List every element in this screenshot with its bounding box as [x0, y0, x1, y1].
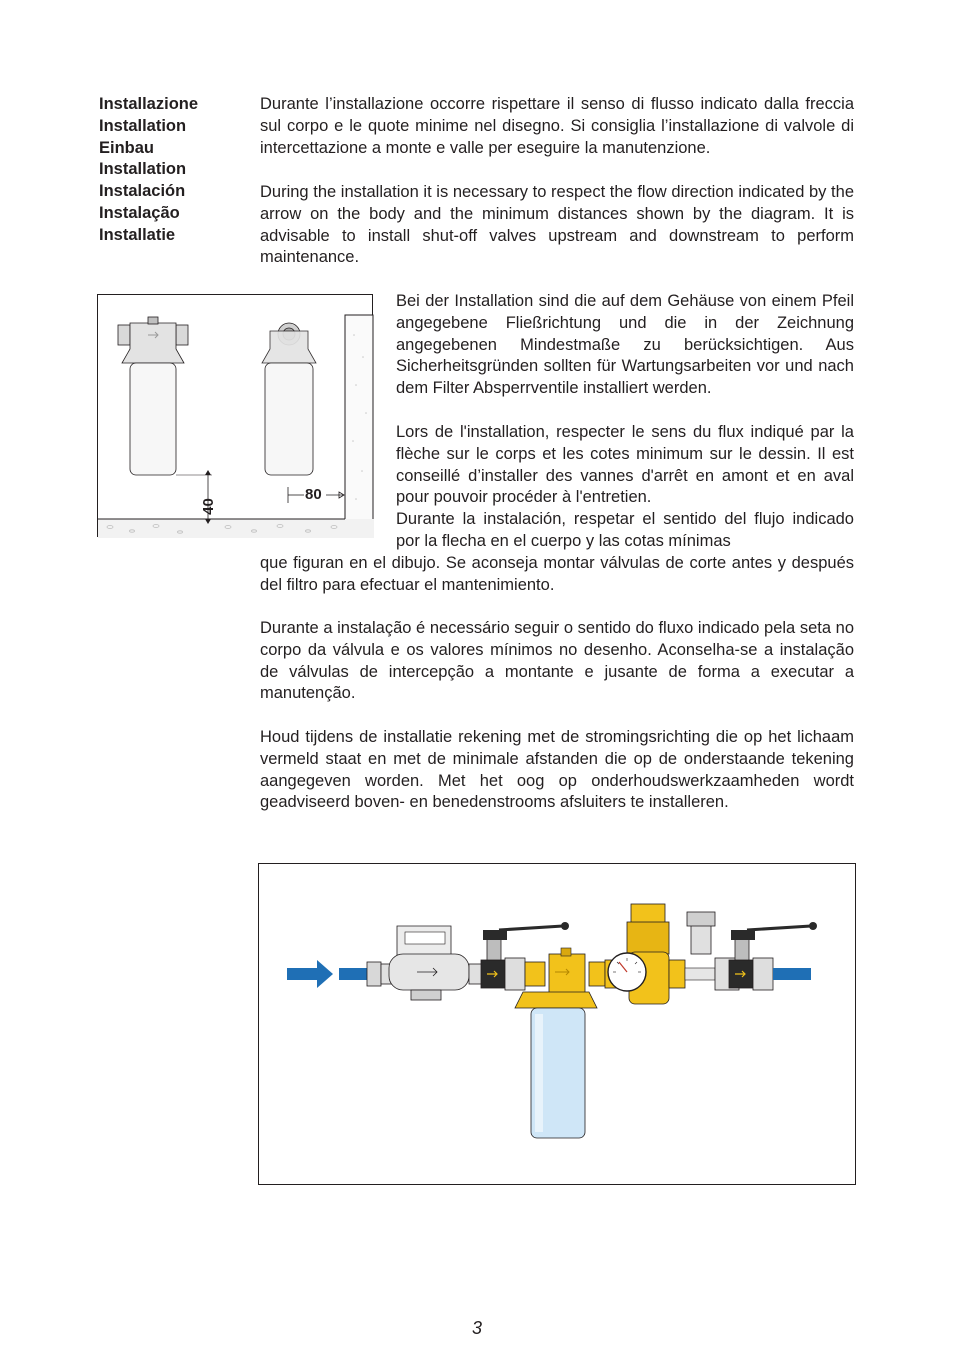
figure-minimum-distances-drawing [98, 295, 374, 538]
heading-es: Instalación [99, 182, 186, 201]
paragraph-french: Lors de l'installation, respecter le sens du flux indiqué par la flèche sur le corps et les cotes minimum sur le dessin. Il est conseillé d’installer des vannes d'arrêt en amont et en aval pour pouvoir procéder à l'entretien. [396, 423, 854, 507]
paragraph-german: Bei der Installation sind die auf dem Gehäuse von einem Pfeil angegebene Fließrichtung und die in der Zeichnung angegebenen Mindestmaße zu berücksichtigen. Aus Sicherheitsgründen sollten für Wartungsarbeiten vor und nach dem Filter Absperrventile installiert werden. [396, 292, 854, 398]
figure-installation-assembly-drawing [259, 864, 857, 1186]
paragraph-spanish-part1: Durante la instalación, respetar el sentido del flujo indicado por la flecha en el cuerpo y las cotas mínimas [396, 510, 854, 550]
pressure-reducing-valve [605, 904, 685, 1004]
figure-minimum-distances [97, 294, 373, 537]
paragraph-dutch: Houd tijdens de installatie rekening met de stromingsrichting die op het lichaam vermeld staat en met de minimale afstanden die op de onderstaande tekening aangegeven worden. Met het oog op onderhoudswerkzaamheden wordt geadviseerd boven- en benedenstrooms afsluiters te installeren. [260, 728, 854, 812]
heading-pt: Instalação [99, 203, 180, 222]
paragraph-english: During the installation it is necessary to respect the flow direction indicated by the arrow on the body and the minimum distances shown by the diagram. It is advisable to install shut-off valves upstream and downstream to perform maintenance. [260, 183, 854, 267]
heading-it: Installazione [99, 95, 199, 113]
section-headings [99, 94, 249, 247]
paragraph-spanish-part2: que figuran en el dibujo. Se aconseja montar válvulas de corte antes y después del filtro para efectuar el mantenimiento. [260, 554, 854, 594]
heading-de: Einbau [99, 138, 155, 157]
dimension-label-wall: 80 [305, 486, 322, 503]
figure-installation-assembly [258, 863, 856, 1185]
outlet-pipe [773, 968, 811, 980]
heading-nl: Installatie [99, 225, 176, 244]
inlet-flow-arrow-icon [287, 960, 333, 988]
heading-fr: Installation [99, 160, 187, 179]
page-number: 3 [471, 1318, 482, 1338]
heading-en: Installation [99, 116, 187, 135]
water-meter [381, 926, 483, 1000]
dimension-label-bottom: 40 [199, 498, 217, 515]
paragraph-portuguese: Durante a instalação é necessário seguir o sentido do fluxo indicado pela seta no corpo da válvula e os valores mínimos no desenho. Aconselha-se a instalação de válvulas de intercepção a montante e jusante de forma a executar a manutenção. [260, 619, 854, 703]
paragraph-italian: Durante l’installazione occorre rispettare il senso di flusso indicato dalla freccia sul corpo e le quote minime nel disegno. Si consiglia l’installazione di valvole di intercettazione a monte e valle per eseguire la manutenzione. [260, 95, 854, 157]
filter-housing [515, 948, 605, 1138]
